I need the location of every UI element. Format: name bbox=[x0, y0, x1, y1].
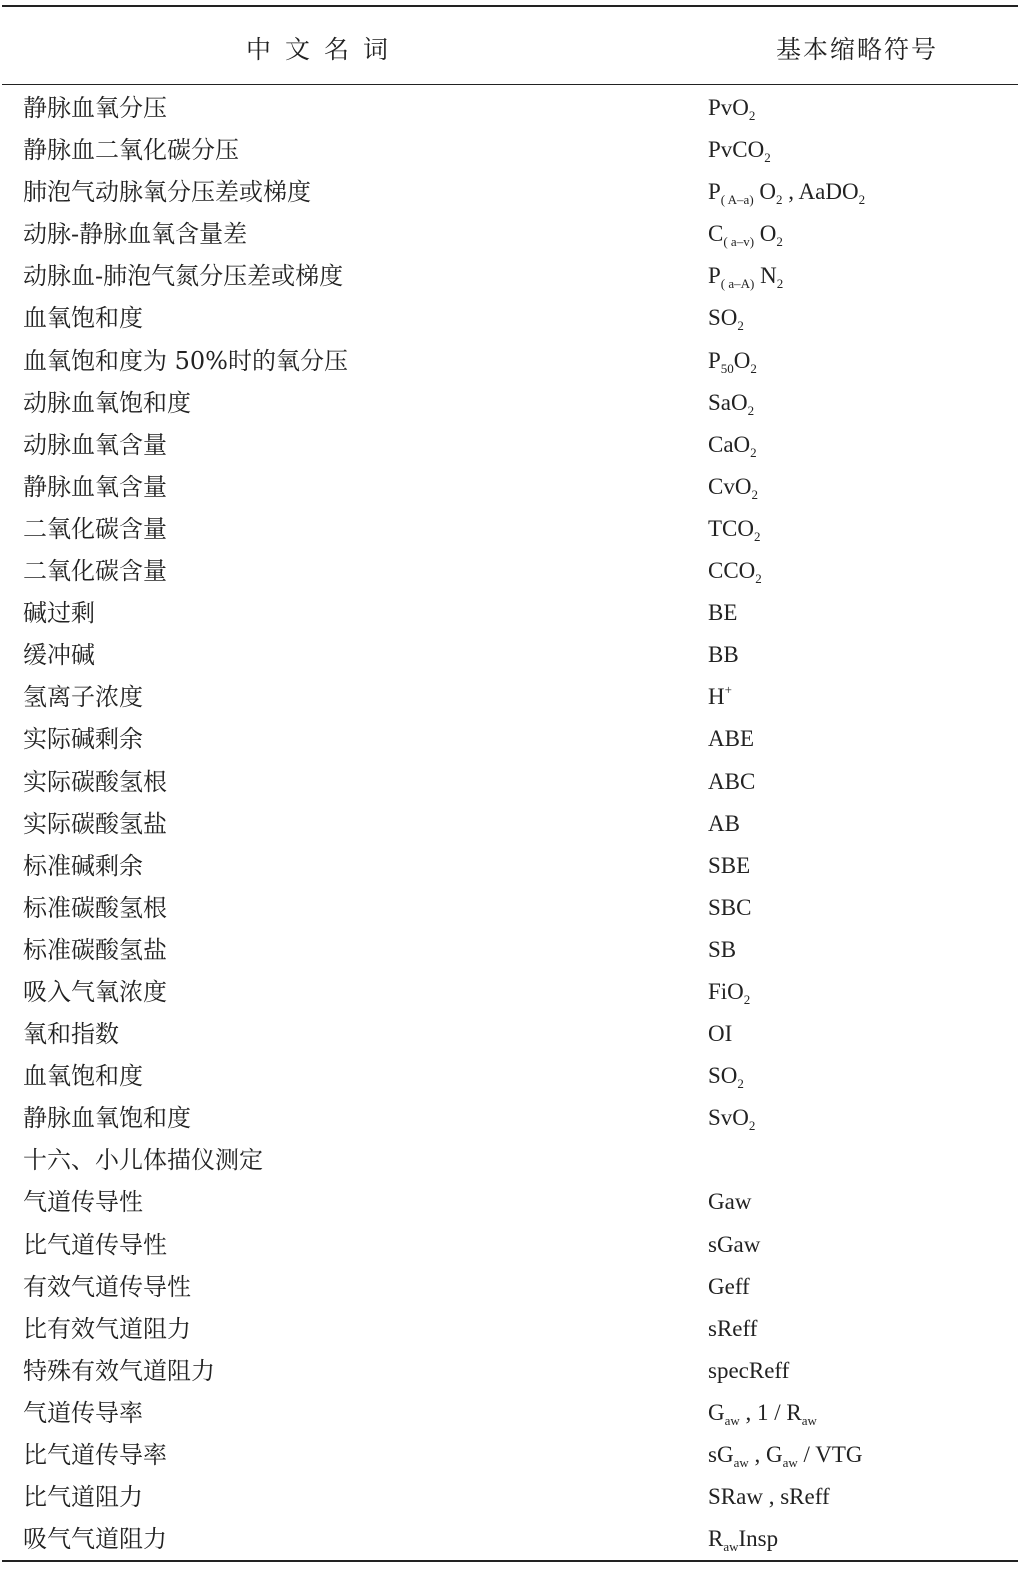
abbreviation-segment: OI bbox=[708, 1021, 733, 1047]
abbreviation-segment: ( a–v) bbox=[723, 234, 755, 250]
abbreviation-cell bbox=[708, 1267, 750, 1307]
table-row bbox=[0, 762, 1024, 804]
chinese-term-cell: 标准碱剩余 bbox=[23, 851, 143, 880]
chinese-term-cell: 氧和指数 bbox=[23, 1020, 119, 1049]
abbreviation-segment: O bbox=[733, 347, 751, 373]
chinese-term-cell: 二氧化碳含量 bbox=[23, 557, 167, 586]
abbreviation-segment: SvO bbox=[708, 1105, 749, 1131]
abbreviation-segment: 2 bbox=[755, 571, 762, 587]
abbreviation-segment: + bbox=[724, 682, 732, 698]
abbreviation-segment: 50 bbox=[720, 360, 734, 376]
abbreviation-cell bbox=[708, 341, 757, 381]
chinese-term-cell: 十六、小儿体描仪测定 bbox=[23, 1146, 263, 1175]
abbreviation-cell bbox=[708, 804, 740, 844]
table-row bbox=[0, 1309, 1024, 1351]
chinese-term-cell: 静脉血二氧化碳分压 bbox=[23, 136, 239, 165]
abbreviation-segment: aw bbox=[724, 1412, 740, 1428]
table-row bbox=[0, 1351, 1024, 1393]
chinese-term-cell: 肺泡气动脉氧分压差或梯度 bbox=[23, 178, 311, 207]
abbreviation-cell bbox=[708, 1309, 757, 1349]
abbreviation-cell bbox=[708, 425, 757, 465]
abbreviation-segment: P bbox=[708, 179, 721, 205]
abbreviation-cell bbox=[708, 1182, 751, 1222]
abbreviation-segment: aw bbox=[782, 1455, 798, 1470]
abbreviation-segment: SO bbox=[708, 1063, 738, 1089]
table-row bbox=[0, 383, 1024, 425]
abbreviation-segment: sG bbox=[708, 1442, 734, 1467]
abbreviation-cell bbox=[708, 1393, 817, 1433]
table-row bbox=[0, 1098, 1024, 1140]
abbreviation-segment: FiO bbox=[708, 978, 744, 1004]
chinese-term-cell: 静脉血氧饱和度 bbox=[23, 1104, 191, 1133]
abbreviation-segment: PvCO bbox=[708, 137, 765, 163]
abbreviation-cell bbox=[708, 930, 736, 970]
abbreviation-cell bbox=[708, 1477, 830, 1517]
abbreviation-segment: 2 bbox=[751, 486, 758, 502]
chinese-term-cell: 血氧饱和度 bbox=[23, 1062, 143, 1091]
table-row bbox=[0, 1056, 1024, 1098]
chinese-term-cell: 标准碳酸氢盐 bbox=[23, 935, 167, 964]
abbreviation-segment: ABE bbox=[708, 726, 754, 752]
chinese-term-cell: 标准碳酸氢根 bbox=[23, 893, 167, 922]
abbreviation-segment: , 1 / R bbox=[739, 1399, 802, 1425]
chinese-term-cell: 动脉血氧含量 bbox=[23, 430, 167, 459]
abbreviation-segment: PvO bbox=[708, 95, 749, 120]
abbreviation-cell bbox=[708, 677, 732, 717]
chinese-term-cell: 比气道传导性 bbox=[23, 1230, 167, 1259]
abbreviation-segment: , AaDO bbox=[782, 179, 859, 205]
abbreviation-cell bbox=[708, 1056, 744, 1096]
table-header-rule bbox=[2, 84, 1018, 85]
abbreviation-cell bbox=[708, 256, 783, 296]
table-top-rule bbox=[2, 5, 1018, 7]
table-row bbox=[0, 1182, 1024, 1224]
chinese-term-cell: 有效气道传导性 bbox=[23, 1272, 191, 1301]
abbreviation-segment: 2 bbox=[754, 528, 761, 544]
abbreviation-cell bbox=[708, 214, 783, 254]
table-row bbox=[0, 930, 1024, 972]
abbreviation-segment: TCO bbox=[708, 515, 754, 541]
column-header-chinese-term: 中文名词 bbox=[246, 35, 403, 64]
chinese-term-cell: 气道传导率 bbox=[23, 1398, 143, 1427]
abbreviation-segment: 2 bbox=[776, 276, 784, 292]
abbreviation-segment: SaO bbox=[708, 389, 748, 415]
table-row bbox=[0, 256, 1024, 298]
abbreviation-segment: CaO bbox=[708, 431, 751, 457]
table-row bbox=[0, 88, 1024, 130]
chinese-term-cell: 比有效气道阻力 bbox=[23, 1314, 191, 1343]
table-row bbox=[0, 1140, 1024, 1182]
abbreviation-segment: SO bbox=[708, 305, 738, 331]
chinese-term-cell: 静脉血氧含量 bbox=[23, 472, 167, 501]
table-row bbox=[0, 1393, 1024, 1435]
abbreviation-cell bbox=[708, 593, 737, 633]
table-row bbox=[0, 130, 1024, 172]
chinese-term-cell: 二氧化碳含量 bbox=[23, 514, 167, 543]
table-row bbox=[0, 341, 1024, 383]
abbreviation-segment: / VTG bbox=[797, 1442, 863, 1467]
abbreviation-cell bbox=[708, 551, 762, 591]
abbreviation-segment: 2 bbox=[737, 1076, 744, 1092]
table-row bbox=[0, 1477, 1024, 1519]
abbreviation-cell bbox=[708, 846, 750, 886]
abbreviation-segment: CvO bbox=[708, 473, 752, 499]
table-row bbox=[0, 425, 1024, 467]
abbreviation-segment: H bbox=[708, 684, 725, 710]
table-row bbox=[0, 1225, 1024, 1267]
abbreviation-cell bbox=[708, 1351, 789, 1391]
abbreviation-segment: BB bbox=[708, 642, 739, 668]
table-row bbox=[0, 635, 1024, 677]
abbreviation-segment: sGaw bbox=[708, 1231, 761, 1257]
table-row bbox=[0, 172, 1024, 214]
table-row bbox=[0, 846, 1024, 888]
abbreviation-cell bbox=[708, 1225, 760, 1265]
abbreviation-segment: AB bbox=[708, 810, 740, 836]
abbreviation-cell bbox=[708, 88, 755, 128]
chinese-term-cell: 动脉血氧饱和度 bbox=[23, 388, 191, 417]
chinese-term-cell: 静脉血氧分压 bbox=[23, 94, 167, 122]
abbreviation-segment: CCO bbox=[708, 558, 756, 584]
abbreviation-segment: specReff bbox=[708, 1357, 790, 1383]
abbreviation-segment: SRaw , sReff bbox=[708, 1484, 830, 1510]
abbreviation-cell bbox=[708, 762, 755, 802]
table-row bbox=[0, 1267, 1024, 1309]
table-row bbox=[0, 804, 1024, 846]
chinese-term-cell: 动脉血-肺泡气氮分压差或梯度 bbox=[23, 262, 344, 291]
abbreviation-segment: 2 bbox=[748, 1118, 756, 1134]
abbreviation-segment: C bbox=[708, 221, 724, 247]
chinese-term-cell: 比气道阻力 bbox=[23, 1483, 143, 1512]
abbreviation-segment: aw bbox=[723, 1539, 739, 1555]
table-body bbox=[0, 88, 1024, 1561]
abbreviation-segment: O bbox=[753, 179, 777, 205]
table-row bbox=[0, 1519, 1024, 1561]
table-bottom-rule bbox=[2, 1560, 1018, 1562]
abbreviation-segment: aw bbox=[801, 1412, 817, 1428]
abbreviation-cell bbox=[708, 130, 771, 170]
chinese-term-cell: 吸入气氧浓度 bbox=[23, 977, 167, 1006]
abbreviation-segment: 2 bbox=[737, 318, 744, 334]
abbreviation-segment: 2 bbox=[743, 991, 751, 1007]
abbreviation-segment: ( A–a) bbox=[720, 192, 754, 208]
abbreviation-segment: R bbox=[708, 1526, 724, 1552]
abbreviation-segment: 2 bbox=[750, 444, 757, 460]
table-row bbox=[0, 551, 1024, 593]
chinese-term-cell: 氢离子浓度 bbox=[23, 683, 143, 712]
abbreviation-cell bbox=[708, 972, 750, 1012]
abbreviation-cell bbox=[708, 1098, 755, 1138]
chinese-term-cell: 特殊有效气道阻力 bbox=[23, 1356, 215, 1385]
table-row bbox=[0, 509, 1024, 551]
chinese-term-cell: 吸气气道阻力 bbox=[23, 1525, 167, 1554]
table-row bbox=[0, 677, 1024, 719]
chinese-term-cell: 实际碱剩余 bbox=[23, 725, 143, 754]
abbreviation-segment: 2 bbox=[858, 192, 866, 208]
abbreviation-cell bbox=[708, 635, 739, 675]
abbreviation-segment: SB bbox=[708, 936, 737, 962]
chinese-term-cell: 血氧饱和度 bbox=[23, 304, 143, 333]
abbreviation-segment: , G bbox=[748, 1442, 783, 1467]
table-row bbox=[0, 214, 1024, 256]
abbreviation-segment: 2 bbox=[776, 192, 783, 208]
abbreviation-segment: 2 bbox=[747, 402, 755, 418]
abbreviation-cell bbox=[708, 719, 754, 759]
table-row bbox=[0, 298, 1024, 340]
abbreviation-segment: 2 bbox=[748, 108, 756, 123]
abbreviation-segment: P bbox=[708, 263, 721, 289]
abbreviation-segment: O bbox=[754, 221, 777, 247]
chinese-term-cell: 实际碳酸氢盐 bbox=[23, 809, 167, 838]
table-row bbox=[0, 1435, 1024, 1477]
abbreviation-segment: P bbox=[708, 347, 721, 373]
abbreviation-cell bbox=[708, 1014, 732, 1054]
column-header-abbreviation: 基本缩略符号 bbox=[776, 35, 939, 64]
chinese-term-cell: 气道传导性 bbox=[23, 1188, 143, 1217]
chinese-term-cell: 血氧饱和度为 50%时的氧分压 bbox=[23, 346, 348, 375]
table-row bbox=[0, 467, 1024, 509]
abbreviation-segment: Geff bbox=[708, 1273, 750, 1299]
chinese-term-cell: 实际碳酸氢根 bbox=[23, 767, 167, 796]
chinese-term-cell: 动脉-静脉血氧含量差 bbox=[23, 220, 248, 249]
abbreviation-cell bbox=[708, 467, 758, 507]
abbreviation-segment: ABC bbox=[708, 768, 756, 794]
abbreviation-segment: SBC bbox=[708, 894, 752, 920]
chinese-term-cell: 缓冲碱 bbox=[23, 641, 95, 670]
chinese-term-cell: 比气道传导率 bbox=[23, 1441, 167, 1469]
abbreviation-segment: BE bbox=[708, 600, 738, 626]
abbreviation-segment: sReff bbox=[708, 1315, 758, 1341]
table-row bbox=[0, 972, 1024, 1014]
chinese-term-cell: 碱过剩 bbox=[23, 599, 95, 628]
table-row bbox=[0, 1014, 1024, 1056]
abbreviation-cell bbox=[708, 172, 865, 212]
abbreviation-segment: SBE bbox=[708, 852, 751, 878]
abbreviation-segment: 2 bbox=[764, 150, 771, 166]
abbreviation-segment: 2 bbox=[750, 360, 757, 376]
abbreviation-cell bbox=[708, 298, 744, 338]
abbreviation-segment: ( a–A) bbox=[720, 276, 755, 292]
abbreviation-segment: Gaw bbox=[708, 1189, 752, 1215]
table-row bbox=[0, 719, 1024, 761]
abbreviation-cell bbox=[708, 1519, 778, 1559]
abbreviation-cell bbox=[708, 888, 751, 928]
abbreviation-segment: aw bbox=[733, 1455, 749, 1470]
abbreviation-cell bbox=[708, 509, 761, 549]
abbreviation-segment: 2 bbox=[776, 234, 783, 250]
abbreviation-cell bbox=[708, 1435, 863, 1475]
table-row bbox=[0, 888, 1024, 930]
abbreviation-segment: G bbox=[708, 1399, 725, 1425]
table-row bbox=[0, 593, 1024, 635]
abbreviation-segment: Insp bbox=[738, 1526, 779, 1552]
abbreviation-segment: N bbox=[754, 263, 777, 289]
abbreviation-cell bbox=[708, 383, 754, 423]
